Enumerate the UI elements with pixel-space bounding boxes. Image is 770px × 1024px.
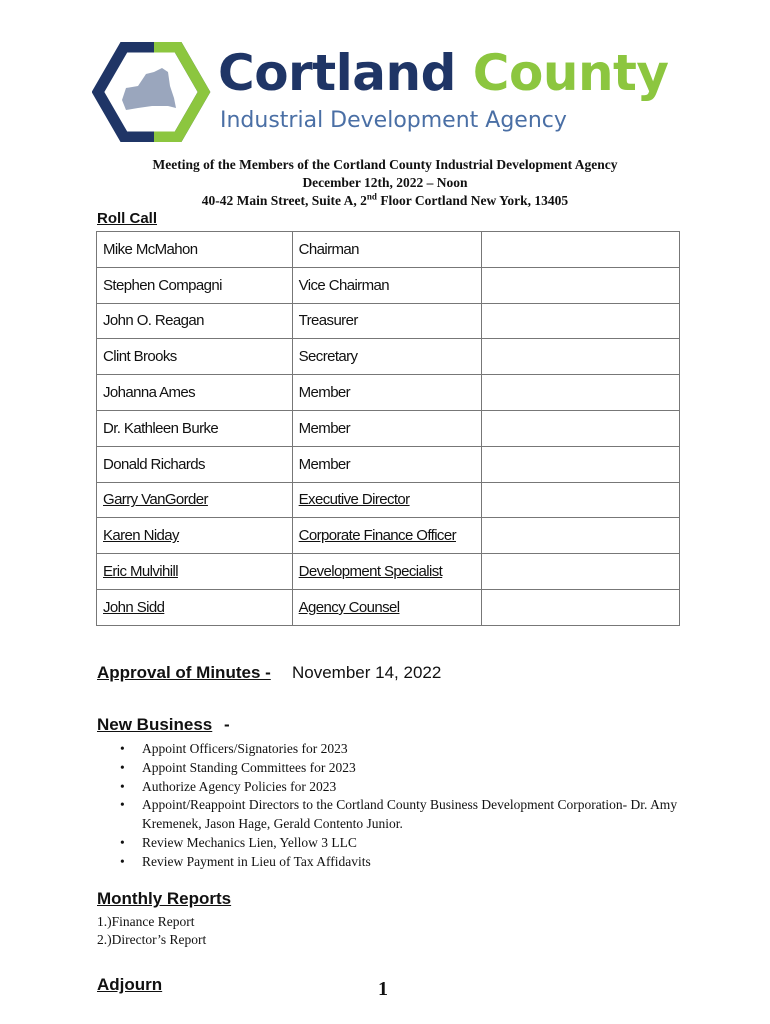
attendance-cell xyxy=(482,303,680,339)
roll-call-row xyxy=(97,339,680,375)
logo-title-county: County xyxy=(472,44,669,102)
address-superscript: nd xyxy=(366,191,377,202)
attendance-cell xyxy=(482,554,680,590)
member-title: Corporate Finance Officer xyxy=(292,518,482,554)
roll-call-row xyxy=(97,375,680,411)
list-item xyxy=(120,759,680,778)
address-part: 40-42 Main Street, Suite A, 2 xyxy=(201,193,367,208)
adjourn-heading: Adjourn xyxy=(97,975,163,994)
attendance-cell xyxy=(482,589,680,625)
logo-title-cortland: Cortland xyxy=(218,44,456,102)
list-item xyxy=(120,740,680,759)
attendance-cell xyxy=(482,446,680,482)
member-title: Member xyxy=(292,410,482,446)
member-name: Eric Mulvihill xyxy=(97,554,293,590)
attendance-cell xyxy=(482,339,680,375)
hexagon-logo-icon xyxy=(92,42,212,142)
page-number: 1 xyxy=(378,978,388,1000)
roll-call-table xyxy=(96,231,680,626)
member-title: Treasurer xyxy=(292,303,482,339)
list-item-text: Review Payment in Lieu of Tax Affidavits xyxy=(142,853,371,869)
logo-title xyxy=(218,44,669,102)
member-title: Member xyxy=(292,375,482,411)
meeting-header xyxy=(0,156,770,210)
member-name: Johanna Ames xyxy=(97,375,293,411)
attendance-cell xyxy=(482,375,680,411)
member-name: Mike McMahon xyxy=(97,232,293,268)
address-part: Floor Cortland New York, 13405 xyxy=(376,193,569,208)
roll-call-row xyxy=(97,482,680,518)
bullet-icon: • xyxy=(120,853,125,869)
member-title: Member xyxy=(292,446,482,482)
list-item-text: Authorize Agency Policies for 2023 xyxy=(142,778,337,794)
member-title: Vice Chairman xyxy=(292,267,482,303)
attendance-cell xyxy=(482,518,680,554)
member-title: Executive Director xyxy=(292,482,482,518)
list-item xyxy=(120,796,680,834)
member-name: Garry VanGorder xyxy=(97,482,293,518)
list-item-text: Appoint Officers/Signatories for 2023 xyxy=(142,741,348,756)
roll-call-row xyxy=(97,410,680,446)
member-title: Chairman xyxy=(292,232,482,268)
approval-date: November 14, 2022 xyxy=(292,663,442,682)
member-name: Clint Brooks xyxy=(97,339,293,375)
member-name: John O. Reagan xyxy=(97,303,293,339)
member-title: Development Specialist xyxy=(292,554,482,590)
meeting-address xyxy=(0,192,770,210)
member-title: Agency Counsel xyxy=(292,589,482,625)
attendance-cell xyxy=(482,267,680,303)
member-title: Secretary xyxy=(292,339,482,375)
bullet-icon: • xyxy=(120,834,125,850)
monthly-reports-heading: Monthly Reports xyxy=(97,889,232,908)
member-name: Karen Niday xyxy=(97,518,293,554)
roll-call-row xyxy=(97,554,680,590)
logo-subtitle: Industrial Development Agency xyxy=(220,108,567,133)
agency-logo xyxy=(92,42,692,142)
bullet-icon: • xyxy=(120,778,125,794)
bullet-icon: • xyxy=(120,759,125,775)
bullet-icon: • xyxy=(120,797,125,813)
list-item-text: Review Mechanics Lien, Yellow 3 LLC xyxy=(142,834,357,850)
new-business-heading: New Business xyxy=(97,715,213,734)
new-business-list xyxy=(120,740,680,872)
report-item: 1.)Finance Report xyxy=(97,914,195,929)
meeting-title: Meeting of the Members of the Cortland County Industrial Development Agency xyxy=(152,157,618,172)
attendance-cell xyxy=(482,482,680,518)
list-item-text: Appoint Standing Committees for 2023 xyxy=(142,759,356,775)
member-name: John Sidd xyxy=(97,589,293,625)
roll-call-row xyxy=(97,267,680,303)
member-name: Dr. Kathleen Burke xyxy=(97,410,293,446)
new-business-dash: - xyxy=(224,715,230,734)
list-item xyxy=(120,853,680,872)
roll-call-row xyxy=(97,589,680,625)
monthly-reports-list xyxy=(97,913,206,949)
approval-heading: Approval of Minutes - xyxy=(97,663,271,682)
roll-call-row xyxy=(97,518,680,554)
roll-call-row xyxy=(97,232,680,268)
roll-call-heading: Roll Call xyxy=(97,210,158,227)
list-item xyxy=(120,834,680,853)
member-name: Stephen Compagni xyxy=(97,267,293,303)
attendance-cell xyxy=(482,232,680,268)
bullet-icon: • xyxy=(120,741,125,756)
report-item: 2.)Director’s Report xyxy=(97,932,207,947)
member-name: Donald Richards xyxy=(97,446,293,482)
meeting-date: December 12th, 2022 – Noon xyxy=(302,175,468,190)
roll-call-row xyxy=(97,446,680,482)
list-item xyxy=(120,778,680,797)
list-item-text: Appoint/Reappoint Directors to the Cortland County Business Development Corporation- Dr. Amy Kremenek, Jason Hage, Gerald Contento Junior. xyxy=(142,797,678,832)
roll-call-row xyxy=(97,303,680,339)
attendance-cell xyxy=(482,410,680,446)
